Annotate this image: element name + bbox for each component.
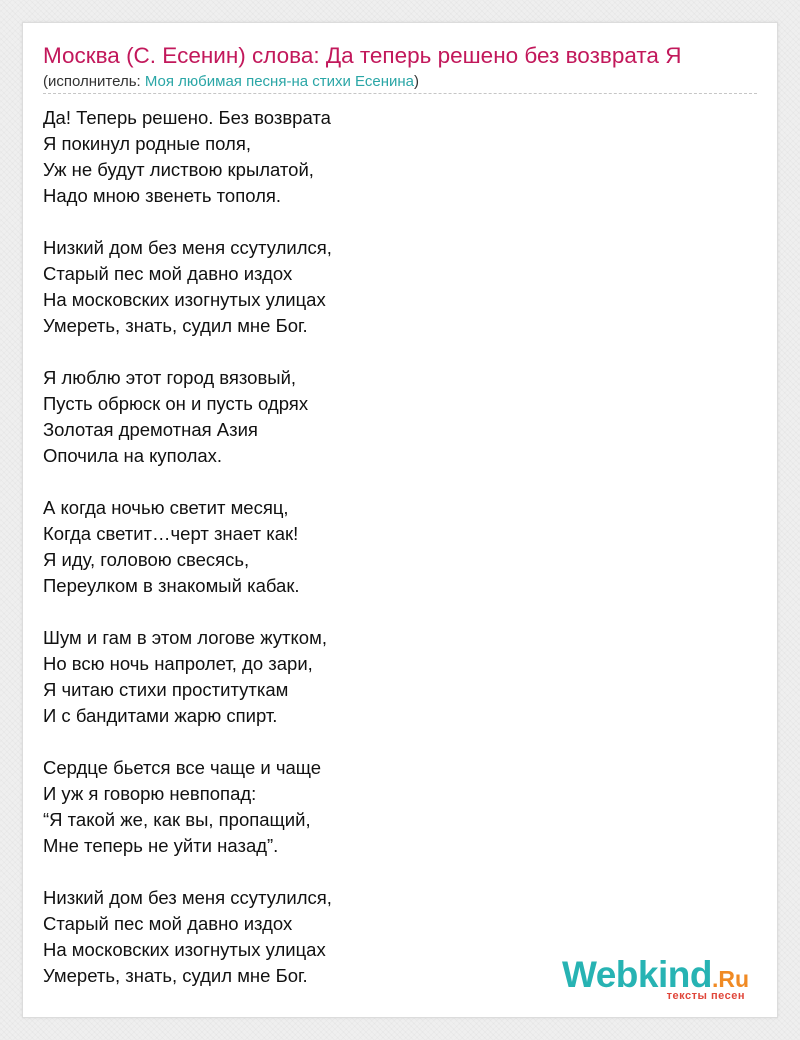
logo-wordmark: Webkind [561,954,712,995]
lyric-line: Золотая дремотная Азия [43,419,258,440]
title-divider [43,93,757,94]
performer-suffix: ) [414,73,420,90]
lyrics-card [22,22,778,1018]
lyric-line: Умереть, знать, судил мне Бог. [43,965,308,986]
lyric-line: “Я такой же, как вы, пропащий, [43,809,311,830]
lyric-line: Старый пес мой давно издох [43,263,293,284]
lyric-line: Я читаю стихи проституткам [43,679,289,700]
lyric-line: Но всю ночь напролет, до зари, [43,653,313,674]
performer-link[interactable]: Моя любимая песня-на стихи Есенина [144,73,415,90]
lyric-line: И уж я говорю невпопад: [43,783,257,804]
stanza [43,755,743,859]
lyric-line: И с бандитами жарю спирт. [43,705,278,726]
lyric-line: Шум и гам в этом логове жутком, [43,627,327,648]
lyric-line: А когда ночью светит месяц, [43,497,289,518]
logo-domain: .Ru [711,966,749,992]
lyric-line: Низкий дом без меня ссутулился, [43,887,332,908]
stanza [43,235,743,339]
performer-line [43,73,419,91]
lyric-line: На московских изогнутых улицах [43,939,326,960]
stanza [43,365,743,469]
lyric-line: Переулком в знакомый кабак. [43,575,300,596]
webkind-logo[interactable] [561,954,749,1002]
lyric-line: Я люблю этот город вязовый, [43,367,297,388]
stanza [43,625,743,729]
lyric-line: Опочила на куполах. [43,445,223,466]
lyric-line: Пусть обрюск он и пусть одрях [43,393,309,414]
page-title: Москва (С. Есенин) слова: Да теперь решено без возврата Я [43,43,682,68]
stanza [43,495,743,599]
lyric-line: Я иду, головою свесясь, [43,549,250,570]
lyric-line: На московских изогнутых улицах [43,289,326,310]
lyric-line: Старый пес мой давно издох [43,913,293,934]
lyric-line: Да! Теперь решено. Без возврата [43,107,331,128]
lyrics-text [43,105,743,1015]
lyric-line: Я покинул родные поля, [43,133,251,154]
lyric-line: Когда светит…черт знает как! [43,523,299,544]
lyric-line: Мне теперь не уйти назад”. [43,835,279,856]
lyric-line: Низкий дом без меня ссутулился, [43,237,332,258]
lyric-line: Сердце бьется все чаще и чаще [43,757,322,778]
lyric-line: Уж не будут листвою крылатой, [43,159,314,180]
performer-prefix: (исполнитель: [43,73,145,90]
logo-subtitle: тексты песен [666,990,745,1002]
lyric-line: Надо мною звенеть тополя. [43,185,282,206]
stanza [43,105,743,209]
lyric-line: Умереть, знать, судил мне Бог. [43,315,308,336]
